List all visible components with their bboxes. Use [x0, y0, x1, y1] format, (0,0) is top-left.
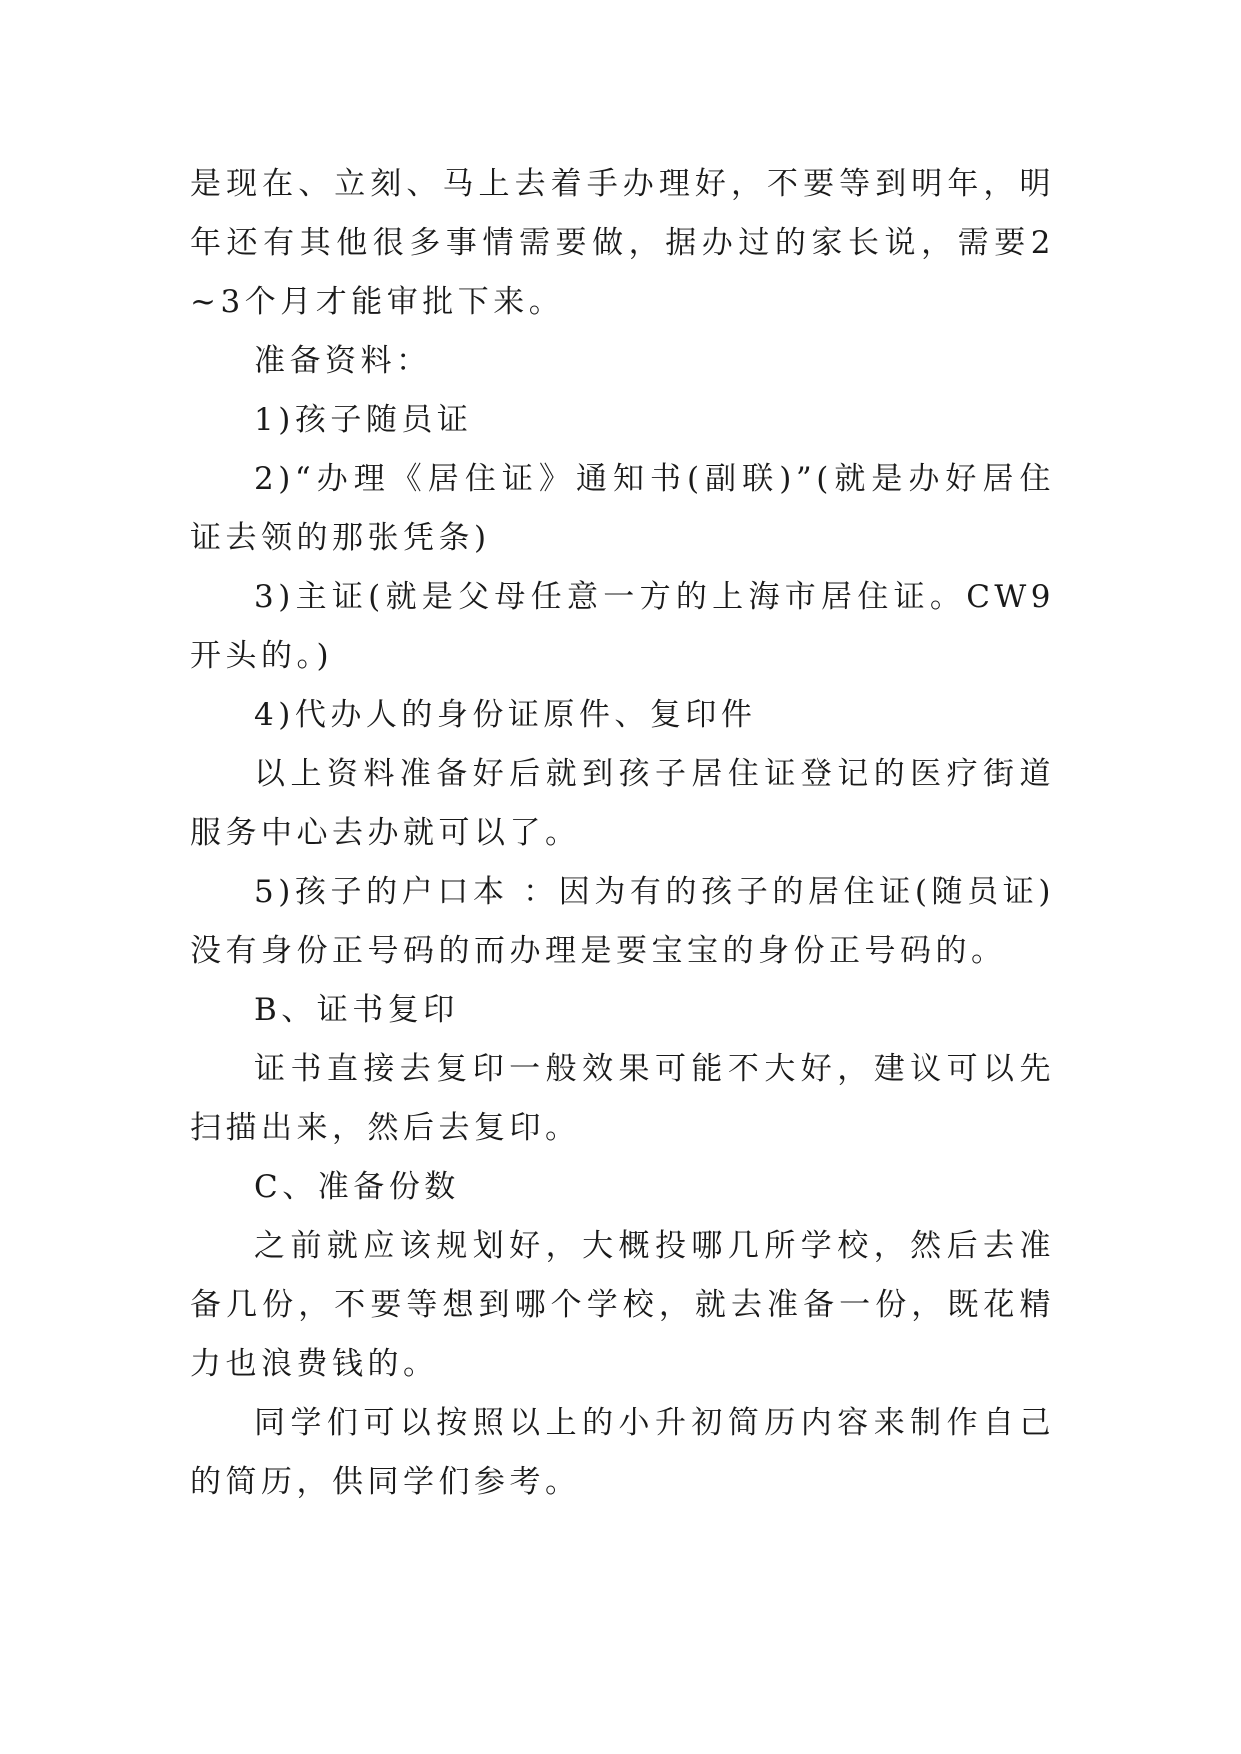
list-item-2: 2)“办理《居住证》通知书(副联)”(就是办好居住证去领的那张凭条): [190, 461, 1055, 556]
list-item-4: 4)代办人的身份证原件、复印件: [254, 697, 757, 733]
paragraph-continuation: 是现在、立刻、马上去着手办理好，不要等到明年，明年还有其他很多事情需要做，据办过的家长说，需要2~3个月才能审批下来。: [190, 166, 1055, 320]
paragraph-copies-advice: 之前就应该规划好，大概投哪几所学校，然后去准备几份，不要等想到哪个学校，就去准备一份，既花精力也浪费钱的。: [190, 1228, 1055, 1382]
list-item-1: 1)孩子随员证: [254, 402, 473, 438]
list-item-3: 3)主证(就是父母任意一方的上海市居住证。CW9开头的。): [190, 579, 1055, 674]
section-heading-c: C、准备份数: [254, 1169, 460, 1205]
list-item-5: 5)孩子的户口本 ：因为有的孩子的居住证(随员证)没有身份正号码的而办理是要宝宝的身份正号码的。: [190, 874, 1055, 969]
paragraph-copy-advice: 证书直接去复印一般效果可能不大好，建议可以先扫描出来，然后去复印。: [190, 1051, 1055, 1146]
document-body: [190, 155, 1055, 1512]
paragraph-closing: 同学们可以按照以上的小升初简历内容来制作自己的简历，供同学们参考。: [190, 1405, 1055, 1500]
section-heading-b: B、证书复印: [254, 992, 459, 1028]
paragraph-materials-heading: 准备资料：: [254, 343, 432, 379]
paragraph-after-list: 以上资料准备好后就到孩子居住证登记的医疗街道服务中心去办就可以了。: [190, 756, 1055, 851]
